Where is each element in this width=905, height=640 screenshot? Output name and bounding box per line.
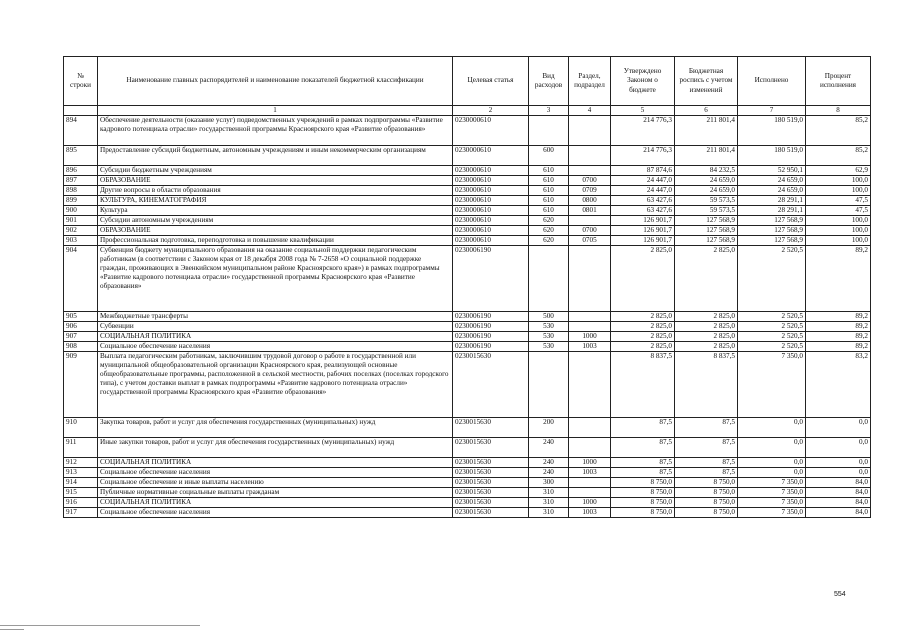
percent-executed: 47,5 [806, 195, 871, 205]
percent-executed: 0,0 [806, 437, 871, 457]
executed-amount: 127 568,9 [738, 235, 806, 245]
executed-amount: 180 519,0 [738, 145, 806, 165]
percent-executed: 100,0 [806, 185, 871, 195]
header-budget-list: Бюджетная роспись с учетом изменений [675, 57, 738, 106]
row-name: Иные закупки товаров, работ и услуг для обеспечения государственных (муниципальных) нужд [98, 437, 453, 457]
table-row [64, 477, 871, 487]
expense-type: 240 [529, 467, 569, 477]
target-code: 0230000610 [453, 235, 529, 245]
approved-amount: 87,5 [611, 437, 675, 457]
executed-amount: 24 659,0 [738, 185, 806, 195]
approved-amount: 8 750,0 [611, 477, 675, 487]
budget-amount: 24 659,0 [675, 185, 738, 195]
header-executed: Исполнено [738, 57, 806, 106]
section-code [569, 417, 611, 437]
budget-amount: 84 232,5 [675, 165, 738, 175]
budget-amount: 59 573,5 [675, 205, 738, 215]
header-row-no: № строки [64, 57, 98, 106]
row-name: ОБРАЗОВАНИЕ [98, 225, 453, 235]
row-name: Закупка товаров, работ и услуг для обеспечения государственных (муниципальных) нужд [98, 417, 453, 437]
executed-amount: 2 520,5 [738, 245, 806, 311]
column-number [64, 106, 98, 116]
target-code: 0230000610 [453, 205, 529, 215]
executed-amount: 0,0 [738, 417, 806, 437]
target-code: 0230000610 [453, 175, 529, 185]
header-row [64, 57, 871, 106]
approved-amount: 87,5 [611, 417, 675, 437]
expense-type: 610 [529, 185, 569, 195]
row-number: 910 [64, 417, 98, 437]
row-number: 895 [64, 145, 98, 165]
executed-amount: 127 568,9 [738, 225, 806, 235]
budget-amount: 8 750,0 [675, 507, 738, 517]
target-code: 0230000610 [453, 165, 529, 175]
row-name: Социальное обеспечение и иные выплаты населению [98, 477, 453, 487]
percent-executed: 89,2 [806, 331, 871, 341]
section-code: 0801 [569, 205, 611, 215]
section-code: 0705 [569, 235, 611, 245]
table-row [64, 235, 871, 245]
budget-amount: 8 750,0 [675, 497, 738, 507]
percent-executed: 0,0 [806, 417, 871, 437]
row-number: 909 [64, 351, 98, 417]
header-approved: Утверждено Законом о бюджете [611, 57, 675, 106]
row-number: 914 [64, 477, 98, 487]
expense-type [529, 245, 569, 311]
section-code [569, 245, 611, 311]
target-code: 0230006190 [453, 341, 529, 351]
row-number: 899 [64, 195, 98, 205]
percent-executed: 62,9 [806, 165, 871, 175]
percent-executed: 84,0 [806, 497, 871, 507]
approved-amount: 2 825,0 [611, 311, 675, 321]
target-code: 0230015630 [453, 351, 529, 417]
table-row [64, 467, 871, 477]
approved-amount: 87 874,6 [611, 165, 675, 175]
target-code: 0230015630 [453, 487, 529, 497]
column-number: 8 [806, 106, 871, 116]
approved-amount: 214 776,3 [611, 145, 675, 165]
expense-type: 240 [529, 437, 569, 457]
approved-amount: 2 825,0 [611, 341, 675, 351]
target-code: 0230000610 [453, 145, 529, 165]
header-section: Раздел, подраздел [569, 57, 611, 106]
executed-amount: 0,0 [738, 467, 806, 477]
table-row [64, 165, 871, 175]
section-code: 1000 [569, 497, 611, 507]
table-row [64, 145, 871, 165]
table-row [64, 341, 871, 351]
row-name: Социальное обеспечение населения [98, 341, 453, 351]
approved-amount: 2 825,0 [611, 245, 675, 311]
row-number: 896 [64, 165, 98, 175]
approved-amount: 87,5 [611, 457, 675, 467]
section-code: 0700 [569, 225, 611, 235]
target-code: 0230000610 [453, 185, 529, 195]
row-number: 917 [64, 507, 98, 517]
percent-executed: 84,0 [806, 477, 871, 487]
target-code: 0230006190 [453, 245, 529, 311]
target-code: 0230006190 [453, 321, 529, 331]
approved-amount: 87,5 [611, 467, 675, 477]
table-body [64, 115, 871, 517]
expense-type: 620 [529, 215, 569, 225]
target-code: 0230015630 [453, 437, 529, 457]
row-number: 913 [64, 467, 98, 477]
percent-executed: 89,2 [806, 311, 871, 321]
target-code: 0230000610 [453, 215, 529, 225]
section-code: 0709 [569, 185, 611, 195]
row-name: Профессиональная подготовка, переподготовка и повышение квалификации [98, 235, 453, 245]
row-number: 915 [64, 487, 98, 497]
approved-amount: 8 837,5 [611, 351, 675, 417]
target-code: 0230015630 [453, 457, 529, 467]
page-number: 554 [834, 591, 846, 598]
executed-amount: 2 520,5 [738, 331, 806, 341]
executed-amount: 7 350,0 [738, 477, 806, 487]
row-name: Предоставление субсидий бюджетным, автономным учреждениям и иным некоммерческим организациям [98, 145, 453, 165]
expense-type: 610 [529, 165, 569, 175]
column-number-row [64, 106, 871, 116]
table-row [64, 417, 871, 437]
section-code: 1003 [569, 341, 611, 351]
budget-amount: 127 568,9 [675, 235, 738, 245]
percent-executed: 85,2 [806, 115, 871, 145]
expense-type: 530 [529, 321, 569, 331]
budget-amount: 59 573,5 [675, 195, 738, 205]
row-number: 906 [64, 321, 98, 331]
row-name: Субсидии автономным учреждениям [98, 215, 453, 225]
approved-amount: 126 901,7 [611, 225, 675, 235]
budget-amount: 8 750,0 [675, 477, 738, 487]
executed-amount: 2 520,5 [738, 341, 806, 351]
table-row [64, 245, 871, 311]
percent-executed: 84,0 [806, 487, 871, 497]
percent-executed: 0,0 [806, 467, 871, 477]
header-exp-type: Вид расходов [529, 57, 569, 106]
table-row [64, 351, 871, 417]
row-number: 900 [64, 205, 98, 215]
percent-executed: 100,0 [806, 225, 871, 235]
table-row [64, 195, 871, 205]
approved-amount: 2 825,0 [611, 321, 675, 331]
expense-type [529, 351, 569, 417]
expense-type: 610 [529, 205, 569, 215]
table-row [64, 437, 871, 457]
executed-amount: 0,0 [738, 457, 806, 467]
row-name: Субсидии бюджетным учреждениям [98, 165, 453, 175]
target-code: 0230015630 [453, 477, 529, 487]
target-code: 0230015630 [453, 467, 529, 477]
row-name: Культура [98, 205, 453, 215]
percent-executed: 89,2 [806, 245, 871, 311]
executed-amount: 28 291,1 [738, 195, 806, 205]
row-number: 912 [64, 457, 98, 467]
column-number: 5 [611, 106, 675, 116]
section-code [569, 115, 611, 145]
row-name: Социальное обеспечение населения [98, 507, 453, 517]
section-code [569, 321, 611, 331]
section-code [569, 437, 611, 457]
percent-executed: 47,5 [806, 205, 871, 215]
percent-executed: 89,2 [806, 341, 871, 351]
target-code: 0230000610 [453, 195, 529, 205]
target-code: 0230000610 [453, 115, 529, 145]
table-row [64, 215, 871, 225]
budget-amount: 211 801,4 [675, 115, 738, 145]
row-number: 908 [64, 341, 98, 351]
target-code: 0230006190 [453, 311, 529, 321]
percent-executed: 84,0 [806, 507, 871, 517]
expense-type: 310 [529, 507, 569, 517]
approved-amount: 8 750,0 [611, 507, 675, 517]
budget-amount: 211 801,4 [675, 145, 738, 165]
budget-amount: 24 659,0 [675, 175, 738, 185]
scan-artifact-line [0, 629, 24, 630]
budget-amount: 2 825,0 [675, 245, 738, 311]
budget-amount: 2 825,0 [675, 321, 738, 331]
expense-type: 610 [529, 195, 569, 205]
row-name: Другие вопросы в области образования [98, 185, 453, 195]
table-row [64, 175, 871, 185]
section-code: 0800 [569, 195, 611, 205]
executed-amount: 7 350,0 [738, 507, 806, 517]
target-code: 0230015630 [453, 417, 529, 437]
approved-amount: 8 750,0 [611, 487, 675, 497]
executed-amount: 0,0 [738, 437, 806, 457]
section-code [569, 165, 611, 175]
expense-type: 620 [529, 235, 569, 245]
percent-executed: 0,0 [806, 457, 871, 467]
row-name: Обеспечение деятельности (оказание услуг) подведомственных учреждений в рамках подпрограммы «Развитие кадрового потенциала отрасли» государственной программы Красноярского края «Развитие образования» [98, 115, 453, 145]
header-target: Целевая статья [453, 57, 529, 106]
section-code [569, 351, 611, 417]
approved-amount: 8 750,0 [611, 497, 675, 507]
table-row [64, 507, 871, 517]
expense-type: 240 [529, 457, 569, 467]
row-name: Публичные нормативные социальные выплаты гражданам [98, 487, 453, 497]
header-name: Наименование главных распорядителей и наименование показателей бюджетной классификации [98, 57, 453, 106]
row-number: 894 [64, 115, 98, 145]
approved-amount: 63 427,6 [611, 205, 675, 215]
budget-amount: 87,5 [675, 417, 738, 437]
approved-amount: 2 825,0 [611, 331, 675, 341]
row-number: 902 [64, 225, 98, 235]
executed-amount: 24 659,0 [738, 175, 806, 185]
header-percent: Процент исполнения [806, 57, 871, 106]
row-name: СОЦИАЛЬНАЯ ПОЛИТИКА [98, 331, 453, 341]
approved-amount: 24 447,0 [611, 185, 675, 195]
budget-amount: 2 825,0 [675, 331, 738, 341]
expense-type [529, 115, 569, 145]
row-number: 904 [64, 245, 98, 311]
table-row [64, 225, 871, 235]
expense-type: 200 [529, 417, 569, 437]
budget-execution-table [63, 56, 871, 518]
target-code: 0230006190 [453, 331, 529, 341]
section-code: 1003 [569, 467, 611, 477]
expense-type: 300 [529, 477, 569, 487]
executed-amount: 180 519,0 [738, 115, 806, 145]
budget-amount: 127 568,9 [675, 215, 738, 225]
row-number: 897 [64, 175, 98, 185]
row-name: СОЦИАЛЬНАЯ ПОЛИТИКА [98, 457, 453, 467]
section-code: 0700 [569, 175, 611, 185]
row-name: СОЦИАЛЬНАЯ ПОЛИТИКА [98, 497, 453, 507]
row-name: Субвенции [98, 321, 453, 331]
column-number: 7 [738, 106, 806, 116]
budget-amount: 87,5 [675, 467, 738, 477]
section-code: 1000 [569, 457, 611, 467]
column-number: 1 [98, 106, 453, 116]
row-name: КУЛЬТУРА, КИНЕМАТОГРАФИЯ [98, 195, 453, 205]
approved-amount: 126 901,7 [611, 235, 675, 245]
row-number: 916 [64, 497, 98, 507]
percent-executed: 89,2 [806, 321, 871, 331]
row-name: Социальное обеспечение населения [98, 467, 453, 477]
budget-amount: 87,5 [675, 437, 738, 457]
row-name: Выплата педагогическим работникам, заключившим трудовой договор о работе в государственной или муниципальной общеобразовательной организации Красноярского края, реализующей основные общеобразовательные программы, расположенной в сельской местности, рабочих поселках (поселках городского типа), с учетом доставки выплат в рамках подпрограммы «Развитие кадрового потенциала отрасли» государственной программы Красноярского края «Развитие образования» [98, 351, 453, 417]
section-code [569, 215, 611, 225]
approved-amount: 126 901,7 [611, 215, 675, 225]
executed-amount: 7 350,0 [738, 351, 806, 417]
row-name: ОБРАЗОВАНИЕ [98, 175, 453, 185]
percent-executed: 100,0 [806, 215, 871, 225]
section-code [569, 477, 611, 487]
row-number: 903 [64, 235, 98, 245]
approved-amount: 63 427,6 [611, 195, 675, 205]
row-number: 907 [64, 331, 98, 341]
section-code: 1000 [569, 331, 611, 341]
executed-amount: 2 520,5 [738, 311, 806, 321]
budget-amount: 127 568,9 [675, 225, 738, 235]
column-number: 3 [529, 106, 569, 116]
expense-type: 310 [529, 487, 569, 497]
table-row [64, 185, 871, 195]
expense-type: 310 [529, 497, 569, 507]
executed-amount: 2 520,5 [738, 321, 806, 331]
scan-artifact-line [0, 625, 200, 626]
column-number: 2 [453, 106, 529, 116]
target-code: 0230015630 [453, 507, 529, 517]
table-row [64, 331, 871, 341]
executed-amount: 127 568,9 [738, 215, 806, 225]
executed-amount: 52 950,1 [738, 165, 806, 175]
budget-amount: 87,5 [675, 457, 738, 467]
section-code [569, 311, 611, 321]
table-row [64, 311, 871, 321]
budget-amount: 8 837,5 [675, 351, 738, 417]
percent-executed: 100,0 [806, 235, 871, 245]
row-number: 898 [64, 185, 98, 195]
expense-type: 530 [529, 341, 569, 351]
row-number: 905 [64, 311, 98, 321]
column-number: 6 [675, 106, 738, 116]
expense-type: 600 [529, 145, 569, 165]
budget-amount: 2 825,0 [675, 311, 738, 321]
percent-executed: 85,2 [806, 145, 871, 165]
approved-amount: 214 776,3 [611, 115, 675, 145]
executed-amount: 7 350,0 [738, 487, 806, 497]
table-row [64, 487, 871, 497]
section-code [569, 145, 611, 165]
table-row [64, 115, 871, 145]
expense-type: 500 [529, 311, 569, 321]
table-row [64, 497, 871, 507]
table-row [64, 205, 871, 215]
expense-type: 530 [529, 331, 569, 341]
row-number: 901 [64, 215, 98, 225]
section-code: 1003 [569, 507, 611, 517]
table-row [64, 321, 871, 331]
section-code [569, 487, 611, 497]
percent-executed: 100,0 [806, 175, 871, 185]
budget-amount: 8 750,0 [675, 487, 738, 497]
expense-type: 620 [529, 225, 569, 235]
target-code: 0230000610 [453, 225, 529, 235]
approved-amount: 24 447,0 [611, 175, 675, 185]
row-name: Субвенция бюджету муниципального образования на оказание социальной поддержки педагогическим работникам (в соответствии с Законом края от 18 декабря 2008 года № 7-2658 «О социальной поддержке граждан, проживающих в Эвенкийском муниципальном районе Красноярского края») в рамках подпрограммы «Развитие кадрового потенциала отрасли» государственной программы Красноярского края «Развитие образования» [98, 245, 453, 311]
expense-type: 610 [529, 175, 569, 185]
executed-amount: 28 291,1 [738, 205, 806, 215]
percent-executed: 83,2 [806, 351, 871, 417]
budget-amount: 2 825,0 [675, 341, 738, 351]
executed-amount: 7 350,0 [738, 497, 806, 507]
column-number: 4 [569, 106, 611, 116]
row-number: 911 [64, 437, 98, 457]
table-row [64, 457, 871, 467]
row-name: Межбюджетные трансферты [98, 311, 453, 321]
target-code: 0230015630 [453, 497, 529, 507]
